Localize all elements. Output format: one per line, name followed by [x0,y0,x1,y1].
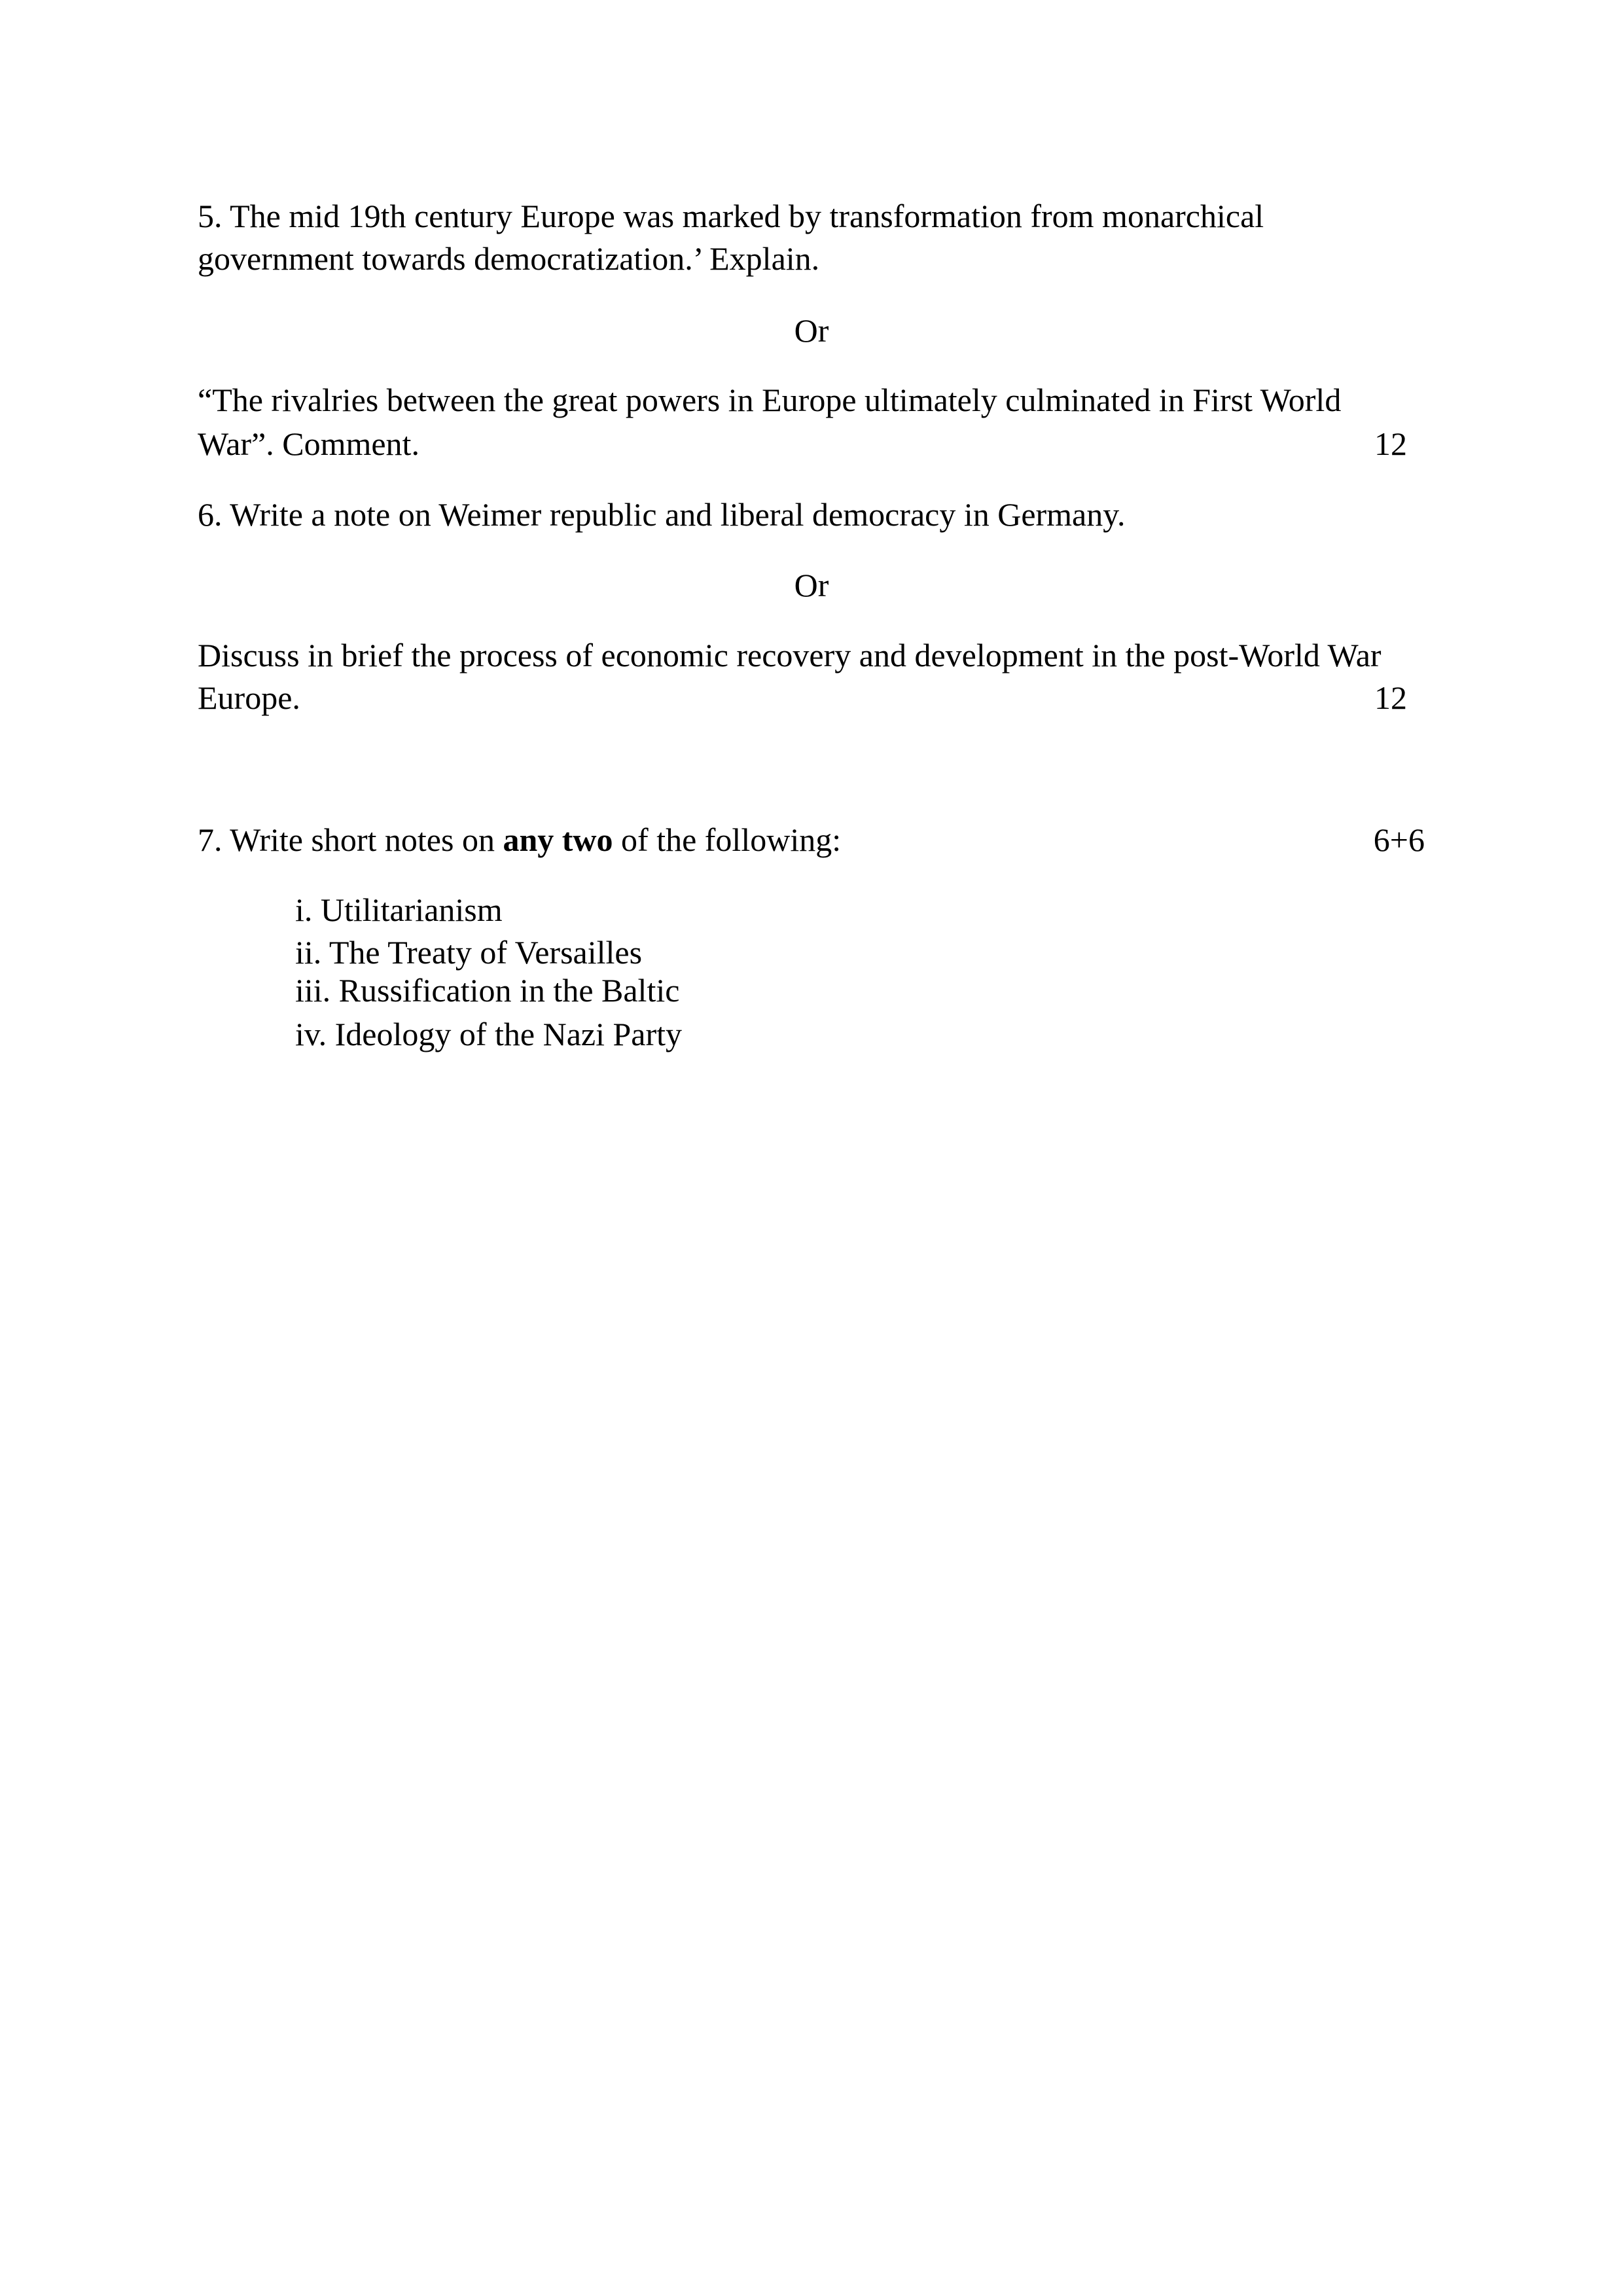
question-7-option-ii: ii. The Treaty of Versailles [295,934,643,971]
question-5-line-1: 5. The mid 19th century Europe was marked by transformation from monarchical [198,198,1264,234]
question-7-option-iv: iv. Ideology of the Nazi Party [295,1016,683,1052]
or-separator-q6: Or [794,567,829,603]
question-6-alternative-line-1: Discuss in brief the process of economic recovery and development in the post-World War [198,637,1382,673]
question-5-alternative-line-1: “The rivalries between the great powers in Europe ultimately culminated in First World [198,382,1342,418]
question-5-alternative-line-2: War”. Comment. [198,425,419,462]
question-7-option-iii: iii. Russification in the Baltic [295,972,680,1009]
question-7-prefix: 7. Write short notes on [198,821,503,858]
question-5-marks: 12 [1374,425,1407,462]
question-7-marks: 6+6 [1373,821,1425,858]
question-7-option-i: i. Utilitarianism [295,891,503,928]
question-5-line-2: government towards democratization.’ Explain. [198,240,820,277]
or-separator-q5: Or [794,312,829,349]
question-7-prompt [198,823,841,856]
question-6-alternative-line-2: Europe. [198,679,300,716]
question-6-marks: 12 [1374,679,1407,716]
question-6-line-1: 6. Write a note on Weimer republic and liberal democracy in Germany. [198,496,1126,533]
question-7-emphasis: any two [503,821,613,858]
question-7-suffix: of the following: [613,821,842,858]
